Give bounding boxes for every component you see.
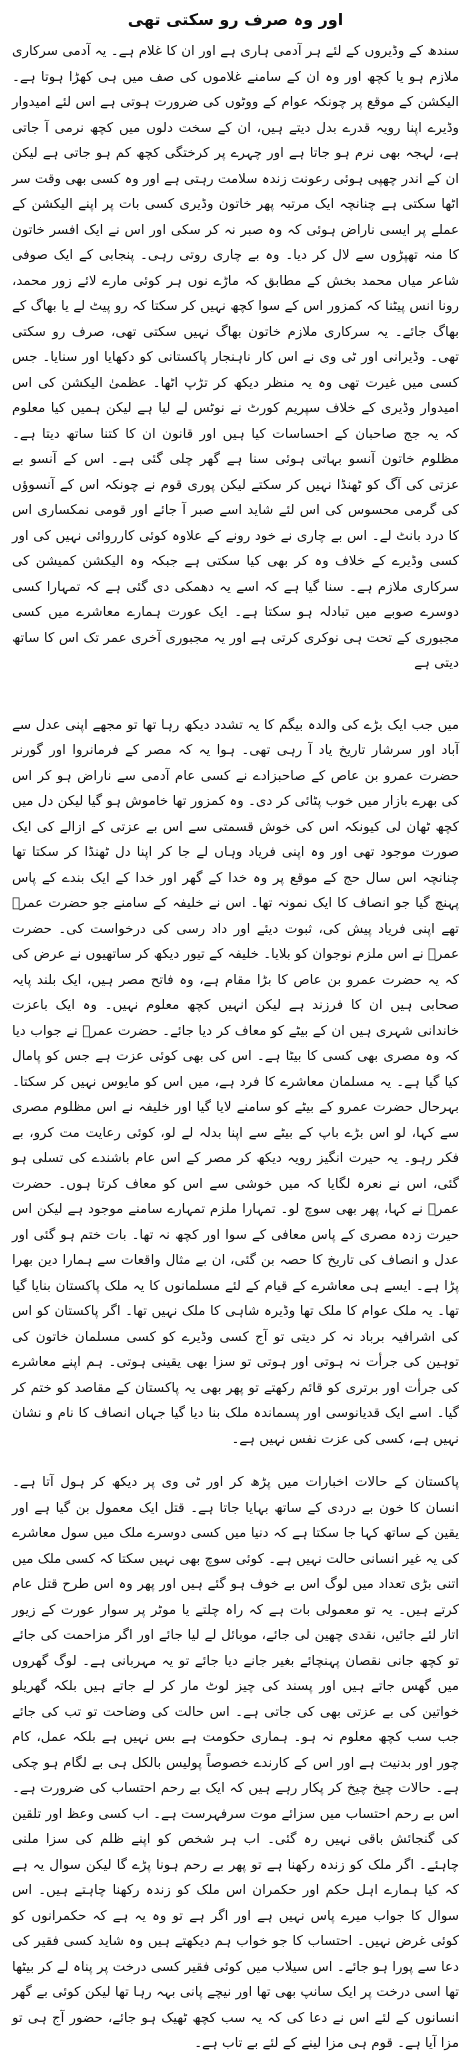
section-spacer — [12, 1452, 459, 1470]
article-title: اور وہ صرف رو سکتی تھی — [127, 10, 344, 29]
article-paragraph-1: سندھ کے وڈیروں کے لئے ہر آدمی ہاری ہے اور ان کا غلام ہے۔ یہ آدمی سرکاری ملازم ہو یا کچھ اور وہ ان کے سامنے غلاموں کی صف میں ہی کھڑا ہوتا ہے۔ الیکشن کے موقع پر چونکہ عوام کے ووٹوں کی ضرورت ہوتی ہے اس لئے امیدوار وڈیرے اپنا رویہ قدرے بدل دیتے ہیں، ان کے سخت دلوں میں کچھ نرمی آ جاتی ہے، لہجہ بھی نرم ہو جاتا ہے اور چہرے پر کرختگی کچھ کم ہو جاتی ہے لیکن ان کے اندر چھپی ہوئی رعونت زندہ سلامت رہتی ہے اور وہ کسی بھی وقت سر اٹھا سکتی ہے چنانچہ ایک مرتبہ پھر خاتون وڈیری کسی بات پر اپنے الیکشن کے عملے پر ایسی ناراض ہوئی کہ وہ صبر نہ کر سکی اور اس نے ایک افسر خاتون کا منہ تھپڑوں سے لال کر دیا۔ وہ بے چاری روتی رہی۔ پنجابی کے ایک صوفی شاعر میاں محمد بخش کے مطابق کہ ماڑے نوں ہر کوئی مارے لائے زور محمد، رونا انس پیٹنا کہ کمزور اس کے سوا کچھ نہیں کر سکتا کہ رو پیٹ لے یا بھاگ کے بھاگ جائے۔ یہ سرکاری ملازم خاتون بھاگ نہیں سکتی تھی، صرف رو سکتی تھی۔ وڈیرانی اور ٹی وی نے اس کار ناہنجار پاکستانی کو دکھایا اور سنایا۔ جس کسی میں غیرت تھی وہ یہ منظر دیکھ کر تڑپ اٹھا۔ عظمیٰ الیکشن کی اس امیدوار وڈیری کے خلاف سپریم کورٹ نے نوٹس لے لیا ہے لیکن ہمیں کیا معلوم کہ یہ جج صاحبان کے احساسات کیا ہیں اور قانون ان کا کتنا ساتھ دیتا ہے۔ مظلوم خاتون آنسو بہاتی ہوئی سنا ہے گھر چلی گئی ہے۔ اس کے آنسو بے عزتی کی آگ کو ٹھنڈا نہیں کر سکتے لیکن پوری قوم نے چونکہ اس کے آنسوؤں کی گرمی محسوس کی اس لئے شاید اسے صبر آ جائے اور قومی نمکساری اس کا درد بانٹ لے۔ اس بے چاری نے خود رونے کے علاوہ کوئی کارروائی نہیں کی اور کسی وڈیرے کے خلاف وہ کر بھی کیا سکتی ہے جبکہ وہ الیکشن کمیشن کی سرکاری ملازم ہے۔ سنا گیا ہے کہ اسے یہ دھمکی دی گئی ہے کہ تمہارا کسی دوسرے صوبے میں تبادلہ ہو سکتا ہے۔ ایک عورت ہمارے معاشرے میں کسی مجبوری کے تحت ہی نوکری کرتی ہے اور یہ مجبوری آخری عمر تک اس کا ساتھ دیتی ہے — [12, 44, 459, 671]
section-spacer — [12, 677, 459, 713]
article-paragraph-3: پاکستان کے حالات اخبارات میں پڑھ کر اور ٹی وی پر دیکھ کر ہول آتا ہے۔ انسان کا خون بے دردی کے ساتھ بہایا جاتا ہے۔ قتل ایک معمول بن گیا ہے اور یقین کے ساتھ کہا جا سکتا ہے کہ دنیا میں کسی دوسرے ملک میں سول معاشرے کی یہ غیر انسانی حالت نہیں ہے۔ کوئی سوچ بھی نہیں سکتا کہ کسی ملک میں اتنی بڑی تعداد میں لوگ اس بے خوف ہو گئے ہیں اور پھر وہ اس طرح قتل عام کرتے ہیں۔ یہ تو معمولی بات ہے کہ راہ چلتے یا موٹر پر سوار عورت کے زیور اتار لئے جائیں، نقدی چھین لی جائے، موبائل لے لیا جائے اور اگر مزاحمت کی جائے تو کچھ جانی نقصان پہنچائے بغیر جانے دیا جائے تو یہ مہربانی ہے۔ لوگ گھروں میں گھس جاتے ہیں اور پسند کی چیز لوٹ مار کر لے جاتے ہیں بلکہ گھریلو خواتین کی بے عزتی بھی کی جاتی ہے۔ اس حالت کی وضاحت تو تب کی جائے جب سب کچھ معلوم نہ ہو۔ ہماری حکومت ہے بس نہیں ہے بلکہ عمل، کام چور اور بدنیت ہے اور اس کے کارندے خصوصاً پولیس بالکل ہی بے لگام ہو چکی ہے۔ حالات چیخ چیخ کر پکار رہے ہیں کہ ایک بے رحم احتساب کی ضرورت ہے۔ اس بے رحم احتساب میں سزائے موت سرفہرست ہے۔ اب کسی وعظ اور تلقین کی گنجائش باقی نہیں رہ گئی۔ اب ہر شخص کو اپنے ظلم کی سزا ملنی چاہئے۔ اگر ملک کو زندہ رکھنا ہے تو پھر بے رحم ہونا پڑے گا لیکن سوال یہ ہے کہ کیا ہمارے اہل حکم اور حکمران اس ملک کو زندہ رکھنا چاہتے ہیں۔ اس سوال کا جواب میرے پاس نہیں ہے اور اگر ہے تو وہ یہ ہے کہ حکمرانوں کو کوئی غرض نہیں۔ احتساب کا جو خواب ہم دیکھتے ہیں وہ شاید کسی فقیر کی دعا سے پورا ہو جائے۔ اس سیلاب میں کوئی فقیر کسی درخت پر پناہ لے کر بیٹھا تھا اسی درخت پر ایک سانپ بھی تھا اور نیچے پانی بہہ رہا تھا لیکن کوئی بے گھر انسانوں کے لئے اس نے دعا کی کہ یہ سب کچھ ٹھیک ہو جائے، حضور آج ہی تو مزا آیا ہے۔ قوم ہی مزا لینے کے لئے بے تاب ہے۔ — [12, 1475, 459, 2051]
article-paragraph-2: میں جب ایک بڑے کی والدہ بیگم کا یہ تشدد دیکھ رہا تھا تو مجھے اپنی عدل سے آباد اور سرشار تاریخ یاد آ رہی تھی۔ ہوا یہ کہ مصر کے فرمانروا اور گورنر حضرت عمرو بن عاص کے صاحبزادے نے کسی عام آدمی سے ناراض ہو کر اس کی بھرے بازار میں خوب پٹائی کر دی۔ وہ کمزور تھا خاموش ہو گیا لیکن دل میں کچھ ٹھان لی کیونکہ اس کی خوش قسمتی سے اس بے عزتی کے ازالے کی ایک صورت موجود تھی اور وہ اپنی فریاد وہاں لے جا کر اپنا دل ٹھنڈا کر سکتا تھا چنانچہ اس سال حج کے موقع پر وہ خدا کے گھر اور خدا کے ایک بندے کے پاس پہنچ گیا جو انصاف کا ایک نمونہ تھا۔ اس نے خلیفہ کے سامنے جو حضرت عمرؓ تھے اپنی فریاد پیش کی، ثبوت دیئے اور داد رسی کی درخواست کی۔ حضرت عمرؓ نے اس ملزم نوجوان کو بلایا۔ خلیفہ کے تیور دیکھ کر ساتھیوں نے عرض کی کہ یہ حضرت عمرو بن عاص کا بڑا مقام ہے، وہ فاتح مصر ہیں، ایک بلند پایہ صحابی ہیں ان کا فرزند ہے لیکن انہیں کچھ معلوم نہیں۔ وہ ایک باعزت خاندانی شہری ہیں ان کے بیٹے کو معاف کر دیا جائے۔ حضرت عمرؓ نے جواب دیا کہ وہ مصری بھی کسی کا بیٹا ہے۔ اس کی بھی کوئی عزت ہے جس کو پامال کیا گیا ہے۔ یہ مسلمان معاشرے کا فرد ہے، میں اس کو مایوس نہیں کر سکتا۔ بہرحال حضرت عمرو کے بیٹے کو سامنے لایا گیا اور خلیفہ نے اس مظلوم مصری سے کہا، لو اس بڑے باپ کے بیٹے سے اپنا بدلہ لے لو، کوئی رعایت مت کرو، بے فکر رہو۔ یہ حیرت انگیز رویہ دیکھ کر مصر کے اس عام باشندے کی تسلی ہو گئی، اس نے نعرہ لگایا کہ میں خوشی سے اس کو معاف کرتا ہوں۔ حضرت عمرؓ نے کہا، پھر بھی سوچ لو۔ تمہارا ملزم تمہارے سامنے موجود ہے لیکن اس حیرت زدہ مصری کے پاس معافی کے سوا اور کچھ نہ تھا۔ بات ختم ہو گئی اور عدل و انصاف کی تاریخ کا حصہ بن گئی، ان بے مثال واقعات سے ہمارا دین بھرا پڑا ہے۔ ایسے ہی معاشرے کے قیام کے لئے مسلمانوں کا یہ ملک پاکستان بنایا گیا تھا۔ یہ ملک عوام کا ملک تھا وڈیرہ شاہی کا ملک نہیں تھا۔ اگر پاکستان کو اس کی اشرافیہ برباد نہ کر دیتی تو آج کسی وڈیرے کو کسی مسلمان خاتون کی توہین کی جرأت نہ ہوتی اور ہوتی تو سزا بھی یقینی ہوتی۔ ہم اپنے معاشرے کی جرأت اور برتری کو قائم رکھتے تو پھر بھی یہ پاکستان کے مقاصد کو ختم کر گیا۔ اسے ایک قدیانوسی اور پسماندہ ملک بنا دیا گیا جہاں انصاف کا نام و نشان نہیں ہے، کسی کی عزت نفس نہیں ہے۔ — [12, 717, 459, 1447]
